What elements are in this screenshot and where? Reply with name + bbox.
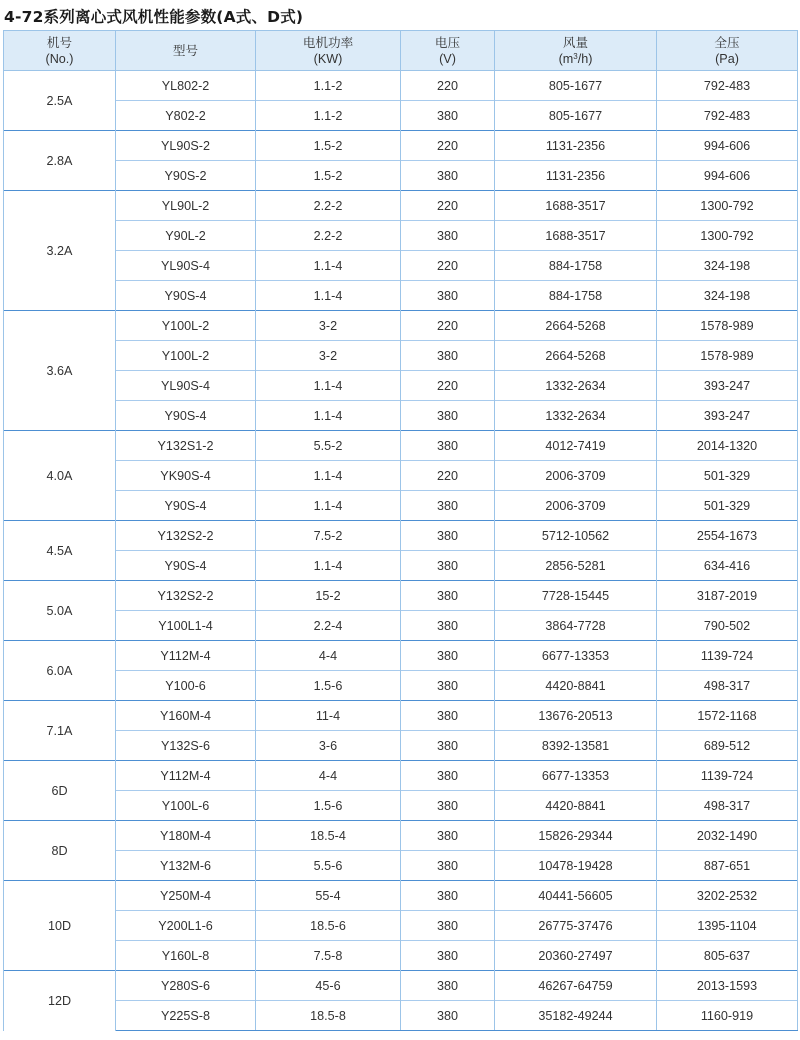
power-cell: 1.5-6 xyxy=(256,671,401,701)
table-row xyxy=(4,641,798,671)
table-row xyxy=(4,791,798,821)
airflow-cell: 805-1677 xyxy=(495,101,657,131)
airflow-cell: 6677-13353 xyxy=(495,641,657,671)
airflow-cell: 1131-2356 xyxy=(495,131,657,161)
power-cell: 1.1-4 xyxy=(256,551,401,581)
voltage-cell: 380 xyxy=(401,101,495,131)
airflow-cell: 805-1677 xyxy=(495,71,657,101)
pressure-cell: 1572-1168 xyxy=(657,701,798,731)
table-row xyxy=(4,341,798,371)
airflow-cell: 26775-37476 xyxy=(495,911,657,941)
table-row xyxy=(4,251,798,281)
pressure-cell: 792-483 xyxy=(657,71,798,101)
model-cell: Y90S-4 xyxy=(116,491,256,521)
table-row xyxy=(4,851,798,881)
power-cell: 3-2 xyxy=(256,311,401,341)
model-cell: Y112M-4 xyxy=(116,641,256,671)
pressure-cell: 689-512 xyxy=(657,731,798,761)
machine-no-cell: 4.0A xyxy=(4,431,116,521)
table-row xyxy=(4,911,798,941)
airflow-cell: 20360-27497 xyxy=(495,941,657,971)
model-cell: Y180M-4 xyxy=(116,821,256,851)
airflow-cell: 6677-13353 xyxy=(495,761,657,791)
model-cell: Y90S-4 xyxy=(116,401,256,431)
model-cell: Y90S-4 xyxy=(116,281,256,311)
airflow-cell: 1688-3517 xyxy=(495,221,657,251)
model-cell: Y100L-2 xyxy=(116,341,256,371)
airflow-cell: 5712-10562 xyxy=(495,521,657,551)
table-row xyxy=(4,491,798,521)
airflow-cell: 13676-20513 xyxy=(495,701,657,731)
voltage-cell: 380 xyxy=(401,821,495,851)
voltage-cell: 380 xyxy=(401,911,495,941)
model-cell: Y100L-2 xyxy=(116,311,256,341)
power-cell: 1.5-6 xyxy=(256,791,401,821)
pressure-cell: 2554-1673 xyxy=(657,521,798,551)
table-row xyxy=(4,371,798,401)
header-model: 型号 xyxy=(116,31,256,71)
power-cell: 18.5-8 xyxy=(256,1001,401,1031)
voltage-cell: 380 xyxy=(401,641,495,671)
pressure-cell: 1395-1104 xyxy=(657,911,798,941)
power-cell: 1.1-4 xyxy=(256,401,401,431)
airflow-cell: 2856-5281 xyxy=(495,551,657,581)
pressure-cell: 1300-792 xyxy=(657,191,798,221)
airflow-cell: 2664-5268 xyxy=(495,311,657,341)
power-cell: 4-4 xyxy=(256,761,401,791)
power-cell: 55-4 xyxy=(256,881,401,911)
voltage-cell: 380 xyxy=(401,851,495,881)
voltage-cell: 220 xyxy=(401,191,495,221)
machine-no-cell: 4.5A xyxy=(4,521,116,581)
machine-no-cell: 6.0A xyxy=(4,641,116,701)
power-cell: 5.5-6 xyxy=(256,851,401,881)
voltage-cell: 380 xyxy=(401,1001,495,1031)
pressure-cell: 790-502 xyxy=(657,611,798,641)
table-row xyxy=(4,101,798,131)
model-cell: Y100-6 xyxy=(116,671,256,701)
header-pressure: 全压 (Pa) xyxy=(657,31,798,71)
model-cell: YL90S-2 xyxy=(116,131,256,161)
voltage-cell: 380 xyxy=(401,731,495,761)
header-airflow: 风量 $(m^3/h)$ xyxy=(495,31,657,71)
power-cell: 2.2-2 xyxy=(256,221,401,251)
voltage-cell: 380 xyxy=(401,281,495,311)
model-cell: Y132S-6 xyxy=(116,731,256,761)
model-cell: Y250M-4 xyxy=(116,881,256,911)
voltage-cell: 220 xyxy=(401,371,495,401)
model-cell: Y90L-2 xyxy=(116,221,256,251)
airflow-cell: 35182-49244 xyxy=(495,1001,657,1031)
pressure-cell: 2014-1320 xyxy=(657,431,798,461)
power-cell: 7.5-8 xyxy=(256,941,401,971)
power-cell: 1.5-2 xyxy=(256,161,401,191)
pressure-cell: 498-317 xyxy=(657,671,798,701)
pressure-cell: 1139-724 xyxy=(657,641,798,671)
table-row xyxy=(4,461,798,491)
machine-no-cell: 8D xyxy=(4,821,116,881)
power-cell: 2.2-2 xyxy=(256,191,401,221)
power-cell: 18.5-4 xyxy=(256,821,401,851)
model-cell: Y160L-8 xyxy=(116,941,256,971)
airflow-cell: 3864-7728 xyxy=(495,611,657,641)
airflow-cell: 4420-8841 xyxy=(495,791,657,821)
table-row xyxy=(4,731,798,761)
table-row xyxy=(4,941,798,971)
pressure-cell: 1139-724 xyxy=(657,761,798,791)
power-cell: 3-6 xyxy=(256,731,401,761)
table-row xyxy=(4,191,798,221)
power-cell: 1.1-4 xyxy=(256,281,401,311)
voltage-cell: 380 xyxy=(401,491,495,521)
model-cell: Y160M-4 xyxy=(116,701,256,731)
voltage-cell: 380 xyxy=(401,881,495,911)
model-cell: Y100L-6 xyxy=(116,791,256,821)
airflow-cell: 2006-3709 xyxy=(495,491,657,521)
power-cell: 5.5-2 xyxy=(256,431,401,461)
model-cell: YL90L-2 xyxy=(116,191,256,221)
power-cell: 1.1-2 xyxy=(256,71,401,101)
table-row xyxy=(4,611,798,641)
pressure-cell: 1300-792 xyxy=(657,221,798,251)
airflow-cell: 15826-29344 xyxy=(495,821,657,851)
voltage-cell: 220 xyxy=(401,251,495,281)
power-cell: 11-4 xyxy=(256,701,401,731)
airflow-cell: 10478-19428 xyxy=(495,851,657,881)
table-row xyxy=(4,1001,798,1031)
table-row xyxy=(4,821,798,851)
table-row xyxy=(4,581,798,611)
table-row xyxy=(4,281,798,311)
table-row xyxy=(4,551,798,581)
machine-no-cell: 3.2A xyxy=(4,191,116,311)
power-cell: 1.1-4 xyxy=(256,461,401,491)
voltage-cell: 220 xyxy=(401,311,495,341)
machine-no-cell: 5.0A xyxy=(4,581,116,641)
pressure-cell: 994-606 xyxy=(657,161,798,191)
table-row xyxy=(4,971,798,1001)
machine-no-cell: 12D xyxy=(4,971,116,1031)
model-cell: Y90S-4 xyxy=(116,551,256,581)
model-cell: YK90S-4 xyxy=(116,461,256,491)
pressure-cell: 2013-1593 xyxy=(657,971,798,1001)
model-cell: Y802-2 xyxy=(116,101,256,131)
model-cell: Y132S2-2 xyxy=(116,581,256,611)
model-cell: Y225S-8 xyxy=(116,1001,256,1031)
airflow-cell: 884-1758 xyxy=(495,251,657,281)
model-cell: YL90S-4 xyxy=(116,251,256,281)
machine-no-cell: 3.6A xyxy=(4,311,116,431)
voltage-cell: 380 xyxy=(401,221,495,251)
fan-performance-table xyxy=(3,30,798,1031)
airflow-cell: 7728-15445 xyxy=(495,581,657,611)
header-power: 电机功率 (KW) xyxy=(256,31,401,71)
table-row xyxy=(4,431,798,461)
voltage-cell: 380 xyxy=(401,581,495,611)
power-cell: 1.5-2 xyxy=(256,131,401,161)
voltage-cell: 380 xyxy=(401,551,495,581)
model-cell: YL90S-4 xyxy=(116,371,256,401)
airflow-cell: 4420-8841 xyxy=(495,671,657,701)
power-cell: 3-2 xyxy=(256,341,401,371)
power-cell: 1.1-2 xyxy=(256,101,401,131)
power-cell: 1.1-4 xyxy=(256,491,401,521)
model-cell: Y132S1-2 xyxy=(116,431,256,461)
power-cell: 1.1-4 xyxy=(256,371,401,401)
table-row xyxy=(4,401,798,431)
pressure-cell: 3202-2532 xyxy=(657,881,798,911)
voltage-cell: 380 xyxy=(401,401,495,431)
voltage-cell: 380 xyxy=(401,611,495,641)
table-row xyxy=(4,701,798,731)
machine-no-cell: 2.5A xyxy=(4,71,116,131)
machine-no-cell: 6D xyxy=(4,761,116,821)
power-cell: 45-6 xyxy=(256,971,401,1001)
table-row xyxy=(4,761,798,791)
pressure-cell: 805-637 xyxy=(657,941,798,971)
pressure-cell: 2032-1490 xyxy=(657,821,798,851)
power-cell: 15-2 xyxy=(256,581,401,611)
voltage-cell: 380 xyxy=(401,431,495,461)
airflow-cell: 1131-2356 xyxy=(495,161,657,191)
pressure-cell: 1578-989 xyxy=(657,311,798,341)
power-cell: 2.2-4 xyxy=(256,611,401,641)
table-row xyxy=(4,521,798,551)
table-row xyxy=(4,71,798,101)
airflow-cell: 4012-7419 xyxy=(495,431,657,461)
header-voltage: 电压 (V) xyxy=(401,31,495,71)
machine-no-cell: 7.1A xyxy=(4,701,116,761)
power-cell: 4-4 xyxy=(256,641,401,671)
model-cell: Y112M-4 xyxy=(116,761,256,791)
airflow-cell: 1332-2634 xyxy=(495,371,657,401)
airflow-cell: 2006-3709 xyxy=(495,461,657,491)
airflow-cell: 1688-3517 xyxy=(495,191,657,221)
airflow-cell: 1332-2634 xyxy=(495,401,657,431)
power-cell: 7.5-2 xyxy=(256,521,401,551)
voltage-cell: 380 xyxy=(401,161,495,191)
voltage-cell: 380 xyxy=(401,941,495,971)
model-cell: Y132M-6 xyxy=(116,851,256,881)
model-cell: Y132S2-2 xyxy=(116,521,256,551)
pressure-cell: 994-606 xyxy=(657,131,798,161)
pressure-cell: 324-198 xyxy=(657,251,798,281)
model-cell: Y90S-2 xyxy=(116,161,256,191)
pressure-cell: 1160-919 xyxy=(657,1001,798,1031)
airflow-cell: 8392-13581 xyxy=(495,731,657,761)
pressure-cell: 393-247 xyxy=(657,401,798,431)
airflow-cell: 46267-64759 xyxy=(495,971,657,1001)
pressure-cell: 393-247 xyxy=(657,371,798,401)
pressure-cell: 887-651 xyxy=(657,851,798,881)
header-no: 机号 (No.) xyxy=(4,31,116,71)
table-row xyxy=(4,881,798,911)
voltage-cell: 380 xyxy=(401,671,495,701)
table-title: 4-72系列离心式风机性能参数(A式、D式) xyxy=(4,8,304,26)
table-row xyxy=(4,671,798,701)
pressure-cell: 498-317 xyxy=(657,791,798,821)
model-cell: Y280S-6 xyxy=(116,971,256,1001)
voltage-cell: 220 xyxy=(401,461,495,491)
header-row xyxy=(4,31,798,71)
model-cell: Y100L1-4 xyxy=(116,611,256,641)
voltage-cell: 380 xyxy=(401,971,495,1001)
power-cell: 1.1-4 xyxy=(256,251,401,281)
pressure-cell: 1578-989 xyxy=(657,341,798,371)
airflow-cell: 884-1758 xyxy=(495,281,657,311)
machine-no-cell: 10D xyxy=(4,881,116,971)
machine-no-cell: 2.8A xyxy=(4,131,116,191)
pressure-cell: 634-416 xyxy=(657,551,798,581)
table-row xyxy=(4,131,798,161)
pressure-cell: 501-329 xyxy=(657,491,798,521)
table-row xyxy=(4,161,798,191)
voltage-cell: 380 xyxy=(401,791,495,821)
voltage-cell: 220 xyxy=(401,71,495,101)
power-cell: 18.5-6 xyxy=(256,911,401,941)
pressure-cell: 792-483 xyxy=(657,101,798,131)
pressure-cell: 324-198 xyxy=(657,281,798,311)
voltage-cell: 380 xyxy=(401,521,495,551)
voltage-cell: 380 xyxy=(401,701,495,731)
table-row xyxy=(4,311,798,341)
model-cell: Y200L1-6 xyxy=(116,911,256,941)
voltage-cell: 220 xyxy=(401,131,495,161)
pressure-cell: 3187-2019 xyxy=(657,581,798,611)
voltage-cell: 380 xyxy=(401,341,495,371)
table-row xyxy=(4,221,798,251)
airflow-cell: 2664-5268 xyxy=(495,341,657,371)
voltage-cell: 380 xyxy=(401,761,495,791)
airflow-cell: 40441-56605 xyxy=(495,881,657,911)
model-cell: YL802-2 xyxy=(116,71,256,101)
pressure-cell: 501-329 xyxy=(657,461,798,491)
